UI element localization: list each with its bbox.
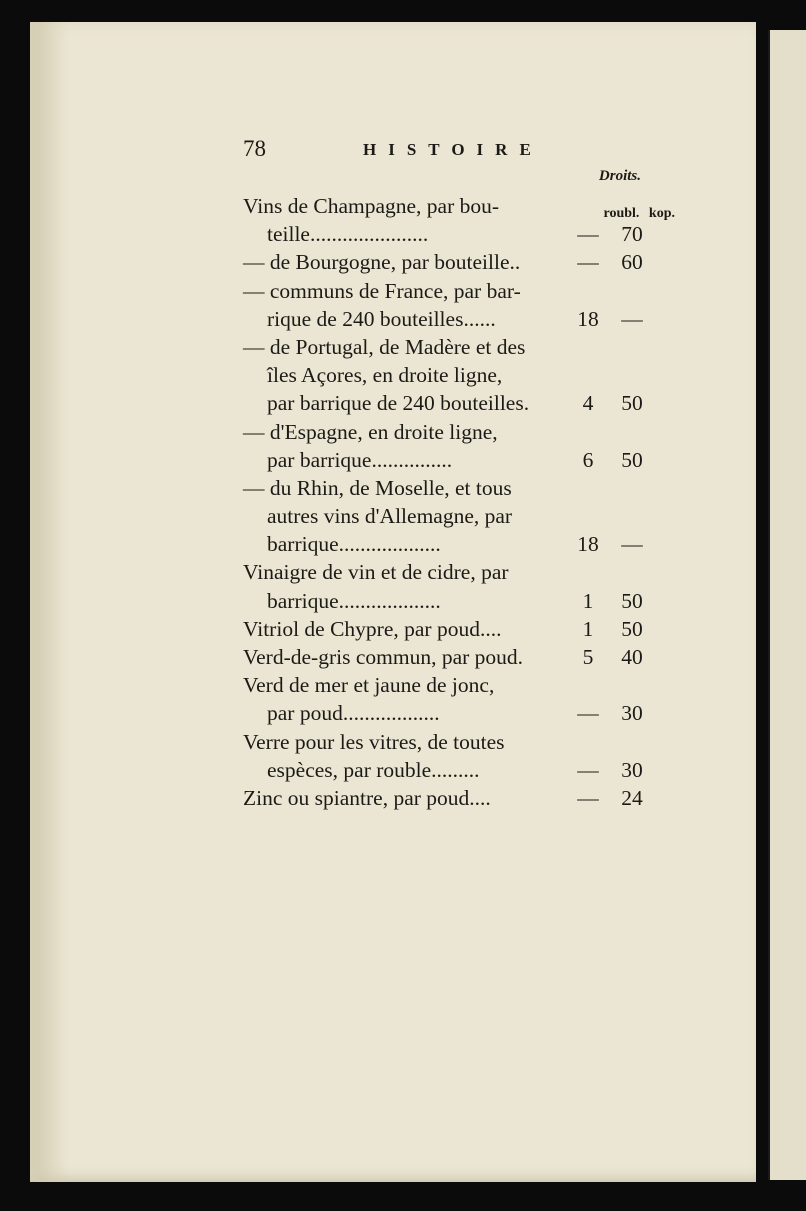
column-heading — [243, 168, 663, 192]
tariff-entry — [243, 333, 663, 418]
tariff-entry — [243, 248, 663, 276]
entry-description: — communs de France, par bar- — [243, 278, 521, 303]
kop-value: 70 — [621, 222, 643, 247]
entry-description: Vitriol de Chypre, par poud.... — [243, 616, 502, 641]
tariff-list — [243, 192, 663, 812]
kop-value: 50 — [621, 391, 643, 416]
tariff-entry — [243, 418, 663, 474]
entry-line — [243, 728, 663, 756]
entry-line — [243, 756, 663, 784]
entry-line — [243, 671, 663, 699]
entry-line — [243, 192, 663, 220]
entry-description: — du Rhin, de Moselle, et tous — [243, 475, 512, 500]
entry-line — [243, 615, 663, 643]
roubl-value: — — [577, 785, 599, 810]
entry-line — [243, 558, 663, 586]
roubl-value: — — [577, 222, 599, 247]
kop-value: 40 — [621, 645, 643, 669]
entry-description: barrique................... — [267, 532, 441, 557]
entry-description: Verd-de-gris commun, par poud. — [243, 645, 524, 669]
kop-value: 30 — [621, 757, 643, 782]
text-block — [243, 136, 675, 812]
entry-line — [243, 502, 663, 530]
entry-line — [243, 699, 663, 727]
roubl-value: 6 — [582, 447, 594, 472]
entry-description: par barrique de 240 bouteilles. — [267, 391, 530, 416]
entry-description: Verre pour les vitres, de toutes — [243, 729, 505, 754]
roubl-value: 1 — [582, 616, 594, 641]
roubl-value: 18 — [577, 306, 599, 331]
page-number: 78 — [243, 136, 266, 161]
droits-label: Droits. — [598, 168, 641, 184]
entry-line — [243, 333, 663, 361]
kop-value: 24 — [621, 785, 643, 810]
entry-line — [243, 530, 663, 558]
entry-line — [243, 418, 663, 446]
entry-description: — d'Espagne, en droite ligne, — [243, 419, 498, 444]
tariff-entry — [243, 277, 663, 333]
entry-description: espèces, par rouble......... — [267, 757, 480, 782]
entry-description: autres vins d'Allemagne, par — [267, 504, 513, 529]
entry-description: Vinaigre de vin et de cidre, par — [243, 560, 509, 585]
entry-description: Zinc ou spiantre, par poud.... — [243, 785, 491, 810]
kop-value: — — [621, 532, 643, 557]
entry-line — [243, 361, 663, 389]
facing-page-edge — [768, 30, 806, 1180]
tariff-entry — [243, 728, 663, 784]
tariff-entry — [243, 784, 663, 812]
kop-value: 50 — [621, 447, 643, 472]
kop-value: 30 — [621, 701, 643, 726]
entry-line — [243, 474, 663, 502]
entry-description: — de Portugal, de Madère et des — [243, 334, 526, 359]
entry-line — [243, 643, 663, 671]
tariff-entry — [243, 558, 663, 614]
entry-line — [243, 784, 663, 812]
gutter-shadow — [30, 22, 70, 1182]
roubl-value: — — [577, 701, 599, 726]
entry-description: Verd de mer et jaune de jonc, — [243, 673, 495, 698]
entry-description: par poud.................. — [267, 701, 440, 726]
kop-value: 60 — [621, 250, 643, 275]
roubl-value: — — [577, 757, 599, 782]
entry-description: — de Bourgogne, par bouteille.. — [243, 250, 521, 275]
tariff-entry — [243, 671, 663, 727]
tariff-entry — [243, 192, 663, 248]
entry-line — [243, 446, 663, 474]
roubl-value: 1 — [582, 588, 594, 613]
roubl-value: 4 — [582, 391, 594, 416]
tariff-entry — [243, 643, 663, 671]
entry-description: teille...................... — [267, 222, 429, 247]
kop-value: 50 — [621, 616, 643, 641]
running-title: HISTOIRE — [363, 140, 543, 159]
roubl-value: 18 — [577, 532, 599, 557]
entry-description: barrique................... — [267, 588, 441, 613]
tariff-entry — [243, 474, 663, 559]
entry-description: Vins de Champagne, par bou- — [243, 194, 500, 218]
entry-line — [243, 248, 663, 276]
entry-description: par barrique............... — [267, 447, 453, 472]
kop-value: — — [621, 306, 643, 331]
entry-description: îles Açores, en droite ligne, — [267, 363, 503, 388]
units-header: roubl. kop. — [603, 206, 675, 221]
entry-line — [243, 277, 663, 305]
roubl-value: 5 — [582, 645, 594, 669]
entry-line — [243, 587, 663, 615]
tariff-entry — [243, 615, 663, 643]
kop-value: 50 — [621, 588, 643, 613]
entry-line — [243, 305, 663, 333]
running-head — [243, 136, 663, 168]
entry-description: rique de 240 bouteilles...... — [267, 306, 496, 331]
entry-line — [243, 389, 663, 417]
roubl-value: — — [577, 250, 599, 275]
entry-line — [243, 220, 663, 248]
